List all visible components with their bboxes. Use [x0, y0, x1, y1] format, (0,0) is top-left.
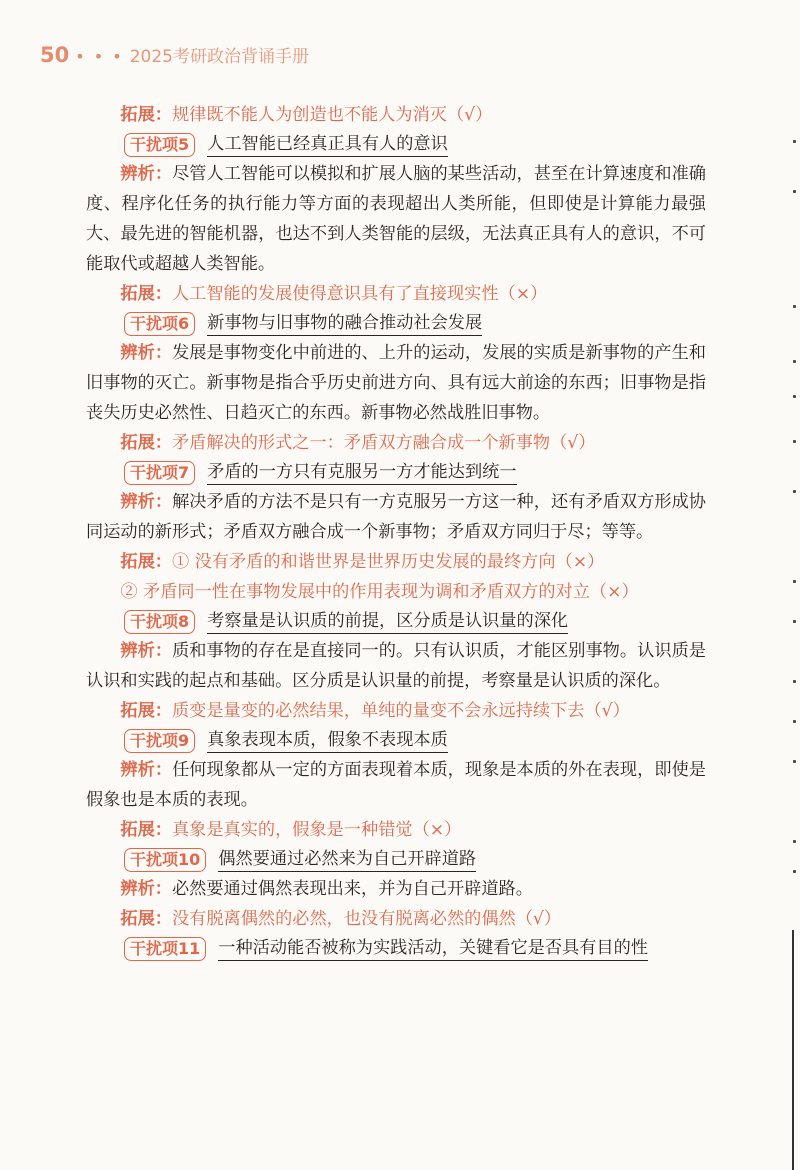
- distractor-statement: 矛盾的一方只有克服另一方才能达到统一: [207, 460, 516, 485]
- analysis-paragraph: 辨析：必然要通过偶然表现出来，并为自己开辟道路。: [120, 879, 533, 899]
- distractor-statement: 真象表现本质，假象不表现本质: [207, 728, 448, 753]
- analysis-paragraph: 辨析：解决矛盾的方法不是只有一方克服另一方这一种，还有矛盾双方形成协同运动的新形式；矛盾双方融合成一个新事物；矛盾双方同归于尽；等等。: [86, 492, 706, 542]
- analysis-paragraph: 辨析：尽管人工智能可以模拟和扩展人脑的某些活动，甚至在计算速度和准确度、程序化任务的执行能力等方面的表现超出人类所能，但即使是计算能力最强大、最先进的智能机器，也达不到人类智能的层级，无法真正具有人的意识，不可能取代或超越人类智能。: [86, 164, 706, 274]
- distractor-item: [124, 847, 706, 872]
- expand-line: 拓展：质变是量变的必然结果，单纯的量变不会永远持续下去（√）: [120, 701, 630, 721]
- distractor-item: [124, 311, 706, 336]
- distractor-statement: 新事物与旧事物的融合推动社会发展: [207, 311, 482, 336]
- distractor-tag: 干扰项5: [124, 133, 195, 157]
- distractor-tag: 干扰项11: [124, 937, 206, 961]
- page-content: [86, 100, 706, 963]
- distractor-tag: 干扰项10: [124, 848, 206, 872]
- header-dots: • • •: [75, 47, 124, 66]
- page-number: 50: [40, 43, 70, 67]
- distractor-item: [124, 936, 706, 961]
- distractor-statement: 偶然要通过必然来为自己开辟道路: [218, 847, 476, 872]
- distractor-item: [124, 728, 706, 753]
- distractor-statement: 考察量是认识质的前提，区分质是认识量的深化: [207, 609, 568, 634]
- expand-line: 拓展：没有脱离偶然的必然，也没有脱离必然的偶然（√）: [120, 909, 562, 929]
- analysis-paragraph: 辨析：发展是事物变化中前进的、上升的运动，发展的实质是新事物的产生和旧事物的灭亡。新事物是指合乎历史前进方向、具有远大前途的东西；旧事物是指丧失历史必然性、日趋灭亡的东西。新事物必然战胜旧事物。: [86, 343, 706, 423]
- expand-line: 拓展：人工智能的发展使得意识具有了直接现实性（×）: [120, 284, 548, 304]
- page-header: [40, 42, 309, 67]
- distractor-tag: 干扰项7: [124, 461, 195, 485]
- expand-line: 拓展：真象是真实的，假象是一种错觉（×）: [120, 820, 462, 840]
- distractor-item: [124, 460, 706, 485]
- distractor-item: [124, 132, 706, 157]
- distractor-tag: 干扰项6: [124, 312, 195, 336]
- distractor-tag: 干扰项9: [124, 729, 195, 753]
- distractor-item: [124, 609, 706, 634]
- expand-line: 拓展：① 没有矛盾的和谐世界是世界历史发展的最终方向（×）: [120, 552, 605, 572]
- margin-scan-marks: [786, 60, 800, 1130]
- analysis-paragraph: 辨析：任何现象都从一定的方面表现着本质，现象是本质的外在表现，即使是假象也是本质的表现。: [86, 760, 706, 810]
- expand-line: 拓展：规律既不能人为创造也不能人为消灭（√）: [120, 105, 493, 125]
- expand-line-2: ② 矛盾同一性在事物发展中的作用表现为调和矛盾双方的对立（×）: [120, 582, 639, 602]
- distractor-statement: 人工智能已经真正具有人的意识: [207, 132, 448, 157]
- distractor-statement: 一种活动能否被称为实践活动，关键看它是否具有目的性: [218, 936, 648, 961]
- expand-line: 拓展：矛盾解决的形式之一：矛盾双方融合成一个新事物（√）: [120, 433, 596, 453]
- distractor-tag: 干扰项8: [124, 610, 195, 634]
- book-title: 2025考研政治背诵手册: [129, 47, 309, 67]
- analysis-paragraph: 辨析：质和事物的存在是直接同一的。只有认识质，才能区别事物。认识质是认识和实践的起点和基础。区分质是认识量的前提，考察量是认识质的深化。: [86, 641, 706, 691]
